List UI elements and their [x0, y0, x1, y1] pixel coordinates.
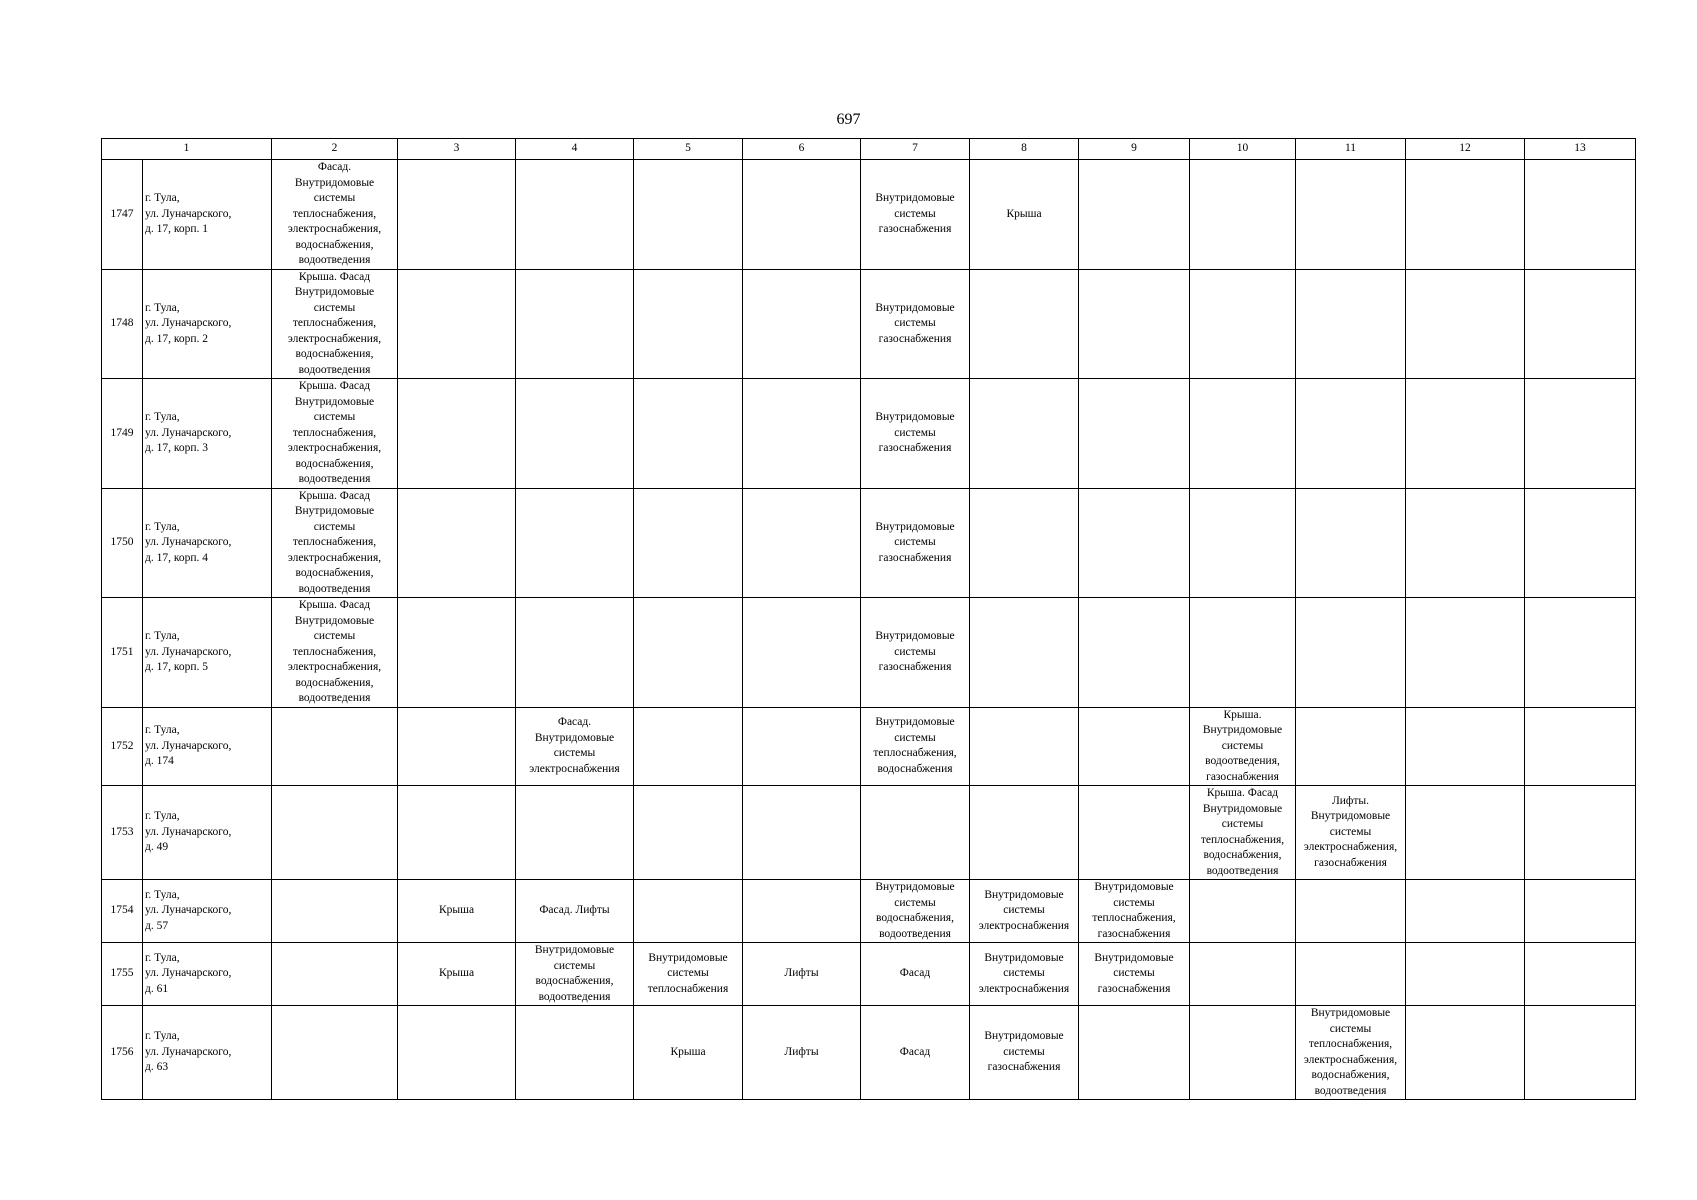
work-cell-col-6: [743, 707, 861, 786]
column-header-12: 12: [1406, 139, 1525, 160]
work-cell-col-13: [1525, 269, 1636, 379]
work-cell-col-9: [1079, 269, 1190, 379]
work-cell-col-3: [398, 598, 516, 708]
work-cell-col-11: [1296, 943, 1406, 1006]
row-number-cell: 1753: [102, 786, 143, 880]
table-row: [102, 943, 1636, 1006]
work-cell-col-5: [634, 598, 743, 708]
work-cell-col-12: [1406, 269, 1525, 379]
work-cell-col-5: Внутридомовые системы теплоснабжения: [634, 943, 743, 1006]
work-cell-col-5: [634, 707, 743, 786]
work-cell-col-7: Внутридомовые системы газоснабжения: [861, 269, 970, 379]
table-row: [102, 598, 1636, 708]
row-number-cell: 1751: [102, 598, 143, 708]
work-cell-col-13: [1525, 943, 1636, 1006]
work-cell-col-6: [743, 598, 861, 708]
work-cell-col-2: [272, 1006, 398, 1100]
address-cell: г. Тула, ул. Луначарского, д. 49: [143, 786, 272, 880]
work-cell-col-2: [272, 943, 398, 1006]
work-cell-col-5: [634, 160, 743, 270]
address-cell: г. Тула, ул. Луначарского, д. 57: [143, 880, 272, 943]
work-cell-col-10: [1190, 488, 1296, 598]
work-cell-col-2: [272, 707, 398, 786]
table-row: [102, 160, 1636, 270]
work-cell-col-6: [743, 488, 861, 598]
column-header-6: 6: [743, 139, 861, 160]
row-number-cell: 1754: [102, 880, 143, 943]
address-cell: г. Тула, ул. Луначарского, д. 63: [143, 1006, 272, 1100]
work-cell-col-7: [861, 786, 970, 880]
work-cell-col-8: [970, 786, 1079, 880]
work-cell-col-13: [1525, 786, 1636, 880]
work-cell-col-9: Внутридомовые системы газоснабжения: [1079, 943, 1190, 1006]
column-header-8: 8: [970, 139, 1079, 160]
work-cell-col-13: [1525, 880, 1636, 943]
row-number-cell: 1755: [102, 943, 143, 1006]
work-cell-col-5: Крыша: [634, 1006, 743, 1100]
work-cell-col-5: [634, 880, 743, 943]
work-cell-col-10: Крыша. Фасад Внутридомовые системы теплоснабжения, водоснабжения, водоотведения: [1190, 786, 1296, 880]
work-cell-col-12: [1406, 379, 1525, 489]
work-cell-col-7: Внутридомовые системы газоснабжения: [861, 379, 970, 489]
work-cell-col-11: Лифты. Внутридомовые системы электроснабжения, газоснабжения: [1296, 786, 1406, 880]
work-cell-col-12: [1406, 943, 1525, 1006]
work-cell-col-11: [1296, 160, 1406, 270]
page-number: 697: [836, 111, 861, 128]
work-cell-col-4: Внутридомовые системы водоснабжения, водоотведения: [516, 943, 634, 1006]
work-cell-col-10: [1190, 379, 1296, 489]
work-cell-col-11: [1296, 269, 1406, 379]
work-cell-col-8: Внутридомовые системы электроснабжения: [970, 943, 1079, 1006]
table-row: [102, 786, 1636, 880]
work-cell-col-10: [1190, 160, 1296, 270]
work-cell-col-3: [398, 160, 516, 270]
column-header-13: 13: [1525, 139, 1636, 160]
work-cell-col-10: [1190, 1006, 1296, 1100]
work-cell-col-2: [272, 880, 398, 943]
row-number-cell: 1748: [102, 269, 143, 379]
work-cell-col-10: [1190, 269, 1296, 379]
row-number-cell: 1747: [102, 160, 143, 270]
work-cell-col-2: Крыша. Фасад Внутридомовые системы теплоснабжения, электроснабжения, водоснабжения, водоотведения: [272, 269, 398, 379]
work-cell-col-7: Внутридомовые системы газоснабжения: [861, 488, 970, 598]
work-cell-col-12: [1406, 488, 1525, 598]
work-cell-col-8: [970, 269, 1079, 379]
work-cell-col-13: [1525, 488, 1636, 598]
column-number-row: [102, 139, 1636, 160]
work-cell-col-3: Крыша: [398, 943, 516, 1006]
work-cell-col-9: [1079, 598, 1190, 708]
work-cell-col-11: [1296, 379, 1406, 489]
work-cell-col-4: Фасад. Внутридомовые системы электроснабжения: [516, 707, 634, 786]
work-cell-col-5: [634, 786, 743, 880]
work-cell-col-10: [1190, 880, 1296, 943]
work-cell-col-8: [970, 379, 1079, 489]
work-cell-col-9: Внутридомовые системы теплоснабжения, газоснабжения: [1079, 880, 1190, 943]
table-row: [102, 1006, 1636, 1100]
work-cell-col-11: [1296, 488, 1406, 598]
work-cell-col-3: [398, 786, 516, 880]
work-cell-col-9: [1079, 707, 1190, 786]
work-cell-col-6: Лифты: [743, 943, 861, 1006]
column-header-2: 2: [272, 139, 398, 160]
work-cell-col-4: [516, 598, 634, 708]
work-cell-col-7: Внутридомовые системы газоснабжения: [861, 160, 970, 270]
work-cell-col-8: Крыша: [970, 160, 1079, 270]
column-header-3: 3: [398, 139, 516, 160]
column-header-1: 1: [102, 139, 272, 160]
work-cell-col-5: [634, 269, 743, 379]
work-cell-col-2: Крыша. Фасад Внутридомовые системы теплоснабжения, электроснабжения, водоснабжения, водоотведения: [272, 379, 398, 489]
work-cell-col-6: [743, 786, 861, 880]
work-cell-col-10: Крыша. Внутридомовые системы водоотведения, газоснабжения: [1190, 707, 1296, 786]
row-number-cell: 1749: [102, 379, 143, 489]
column-header-9: 9: [1079, 139, 1190, 160]
work-cell-col-6: Лифты: [743, 1006, 861, 1100]
work-cell-col-9: [1079, 1006, 1190, 1100]
work-cell-col-12: [1406, 880, 1525, 943]
work-cell-col-10: [1190, 598, 1296, 708]
work-cell-col-13: [1525, 379, 1636, 489]
work-cell-col-3: Крыша: [398, 880, 516, 943]
work-cell-col-11: Внутридомовые системы теплоснабжения, электроснабжения, водоснабжения, водоотведения: [1296, 1006, 1406, 1100]
work-cell-col-4: [516, 379, 634, 489]
column-header-4: 4: [516, 139, 634, 160]
work-cell-col-8: [970, 488, 1079, 598]
work-cell-col-5: [634, 379, 743, 489]
work-cell-col-12: [1406, 707, 1525, 786]
work-cell-col-12: [1406, 160, 1525, 270]
row-number-cell: 1750: [102, 488, 143, 598]
table-row: [102, 488, 1636, 598]
address-cell: г. Тула, ул. Луначарского, д. 17, корп. 5: [143, 598, 272, 708]
row-number-cell: 1756: [102, 1006, 143, 1100]
work-cell-col-9: [1079, 488, 1190, 598]
work-cell-col-7: Фасад: [861, 1006, 970, 1100]
table-row: [102, 379, 1636, 489]
address-cell: г. Тула, ул. Луначарского, д. 17, корп. 1: [143, 160, 272, 270]
work-cell-col-3: [398, 1006, 516, 1100]
column-header-7: 7: [861, 139, 970, 160]
work-cell-col-12: [1406, 1006, 1525, 1100]
work-cell-col-2: [272, 786, 398, 880]
address-cell: г. Тула, ул. Луначарского, д. 61: [143, 943, 272, 1006]
work-cell-col-11: [1296, 598, 1406, 708]
work-cell-col-4: [516, 160, 634, 270]
table-row: [102, 707, 1636, 786]
work-cell-col-9: [1079, 786, 1190, 880]
work-cell-col-11: [1296, 880, 1406, 943]
address-cell: г. Тула, ул. Луначарского, д. 174: [143, 707, 272, 786]
work-cell-col-2: Фасад. Внутридомовые системы теплоснабжения, электроснабжения, водоснабжения, водоотведения: [272, 160, 398, 270]
work-cell-col-2: Крыша. Фасад Внутридомовые системы теплоснабжения, электроснабжения, водоснабжения, водоотведения: [272, 598, 398, 708]
work-cell-col-11: [1296, 707, 1406, 786]
work-cell-col-10: [1190, 943, 1296, 1006]
table-row: [102, 269, 1636, 379]
address-cell: г. Тула, ул. Луначарского, д. 17, корп. 2: [143, 269, 272, 379]
work-cell-col-4: [516, 786, 634, 880]
work-cell-col-7: Фасад: [861, 943, 970, 1006]
work-cell-col-12: [1406, 786, 1525, 880]
work-cell-col-6: [743, 269, 861, 379]
work-cell-col-5: [634, 488, 743, 598]
work-cell-col-6: [743, 880, 861, 943]
work-cell-col-7: Внутридомовые системы газоснабжения: [861, 598, 970, 708]
work-cell-col-13: [1525, 160, 1636, 270]
work-cell-col-7: Внутридомовые системы теплоснабжения, водоснабжения: [861, 707, 970, 786]
work-cell-col-8: Внутридомовые системы газоснабжения: [970, 1006, 1079, 1100]
work-cell-col-3: [398, 707, 516, 786]
work-cell-col-9: [1079, 379, 1190, 489]
column-header-11: 11: [1296, 139, 1406, 160]
work-cell-col-3: [398, 488, 516, 598]
work-cell-col-6: [743, 160, 861, 270]
work-cell-col-4: [516, 1006, 634, 1100]
work-cell-col-3: [398, 269, 516, 379]
row-number-cell: 1752: [102, 707, 143, 786]
work-cell-col-13: [1525, 707, 1636, 786]
work-cell-col-2: Крыша. Фасад Внутридомовые системы теплоснабжения, электроснабжения, водоснабжения, водоотведения: [272, 488, 398, 598]
work-cell-col-4: Фасад. Лифты: [516, 880, 634, 943]
work-cell-col-13: [1525, 1006, 1636, 1100]
work-cell-col-13: [1525, 598, 1636, 708]
work-cell-col-9: [1079, 160, 1190, 270]
work-cell-col-12: [1406, 598, 1525, 708]
repair-schedule-table: [101, 138, 1636, 1100]
table-row: [102, 880, 1636, 943]
table-body: [102, 160, 1636, 1100]
address-cell: г. Тула, ул. Луначарского, д. 17, корп. 3: [143, 379, 272, 489]
column-header-10: 10: [1190, 139, 1296, 160]
work-cell-col-8: Внутридомовые системы электроснабжения: [970, 880, 1079, 943]
work-cell-col-6: [743, 379, 861, 489]
work-cell-col-7: Внутридомовые системы водоснабжения, водоотведения: [861, 880, 970, 943]
work-cell-col-8: [970, 707, 1079, 786]
work-cell-col-4: [516, 488, 634, 598]
work-cell-col-8: [970, 598, 1079, 708]
address-cell: г. Тула, ул. Луначарского, д. 17, корп. 4: [143, 488, 272, 598]
column-header-5: 5: [634, 139, 743, 160]
work-cell-col-3: [398, 379, 516, 489]
work-cell-col-4: [516, 269, 634, 379]
